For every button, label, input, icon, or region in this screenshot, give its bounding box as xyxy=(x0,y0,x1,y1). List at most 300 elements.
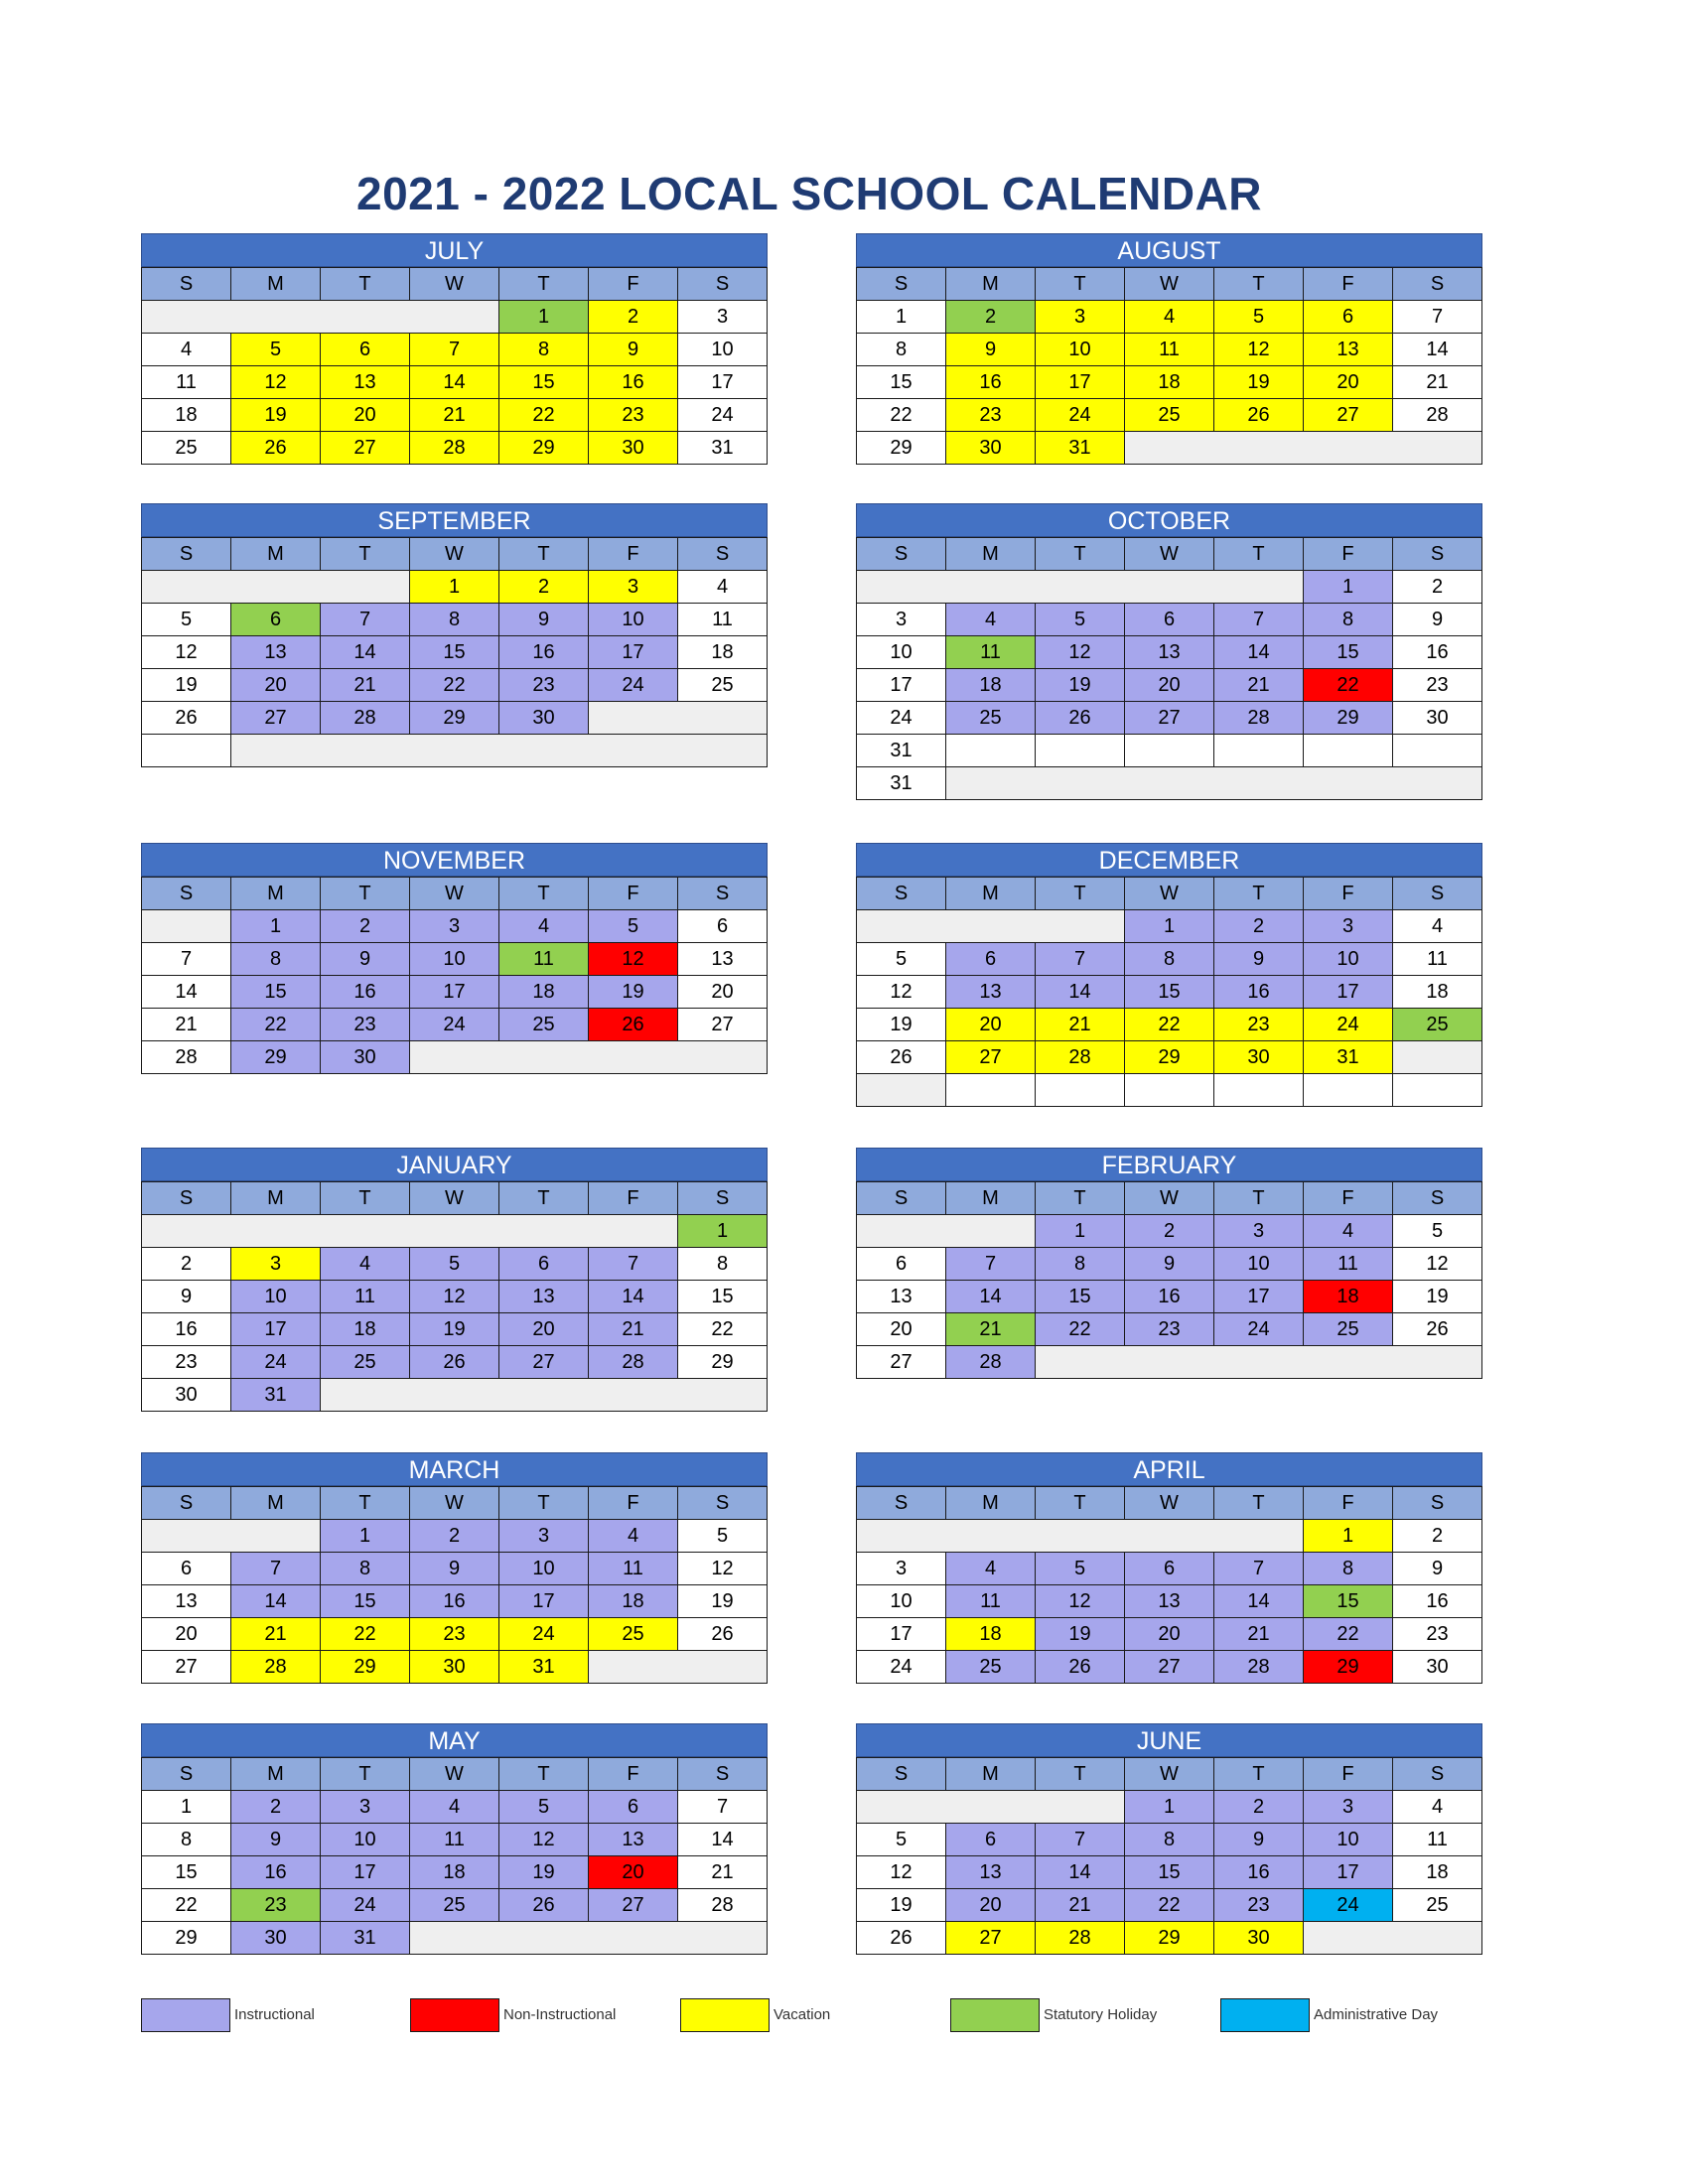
weekday-header: S xyxy=(1393,1182,1482,1215)
month-october xyxy=(856,503,1482,800)
week-row xyxy=(142,571,768,604)
legend-swatch xyxy=(410,1998,499,2032)
day-number: 16 xyxy=(1426,1589,1449,1612)
day-cell xyxy=(1304,1313,1393,1346)
day-number: 1 xyxy=(1163,1795,1176,1818)
blank-cell xyxy=(231,301,321,334)
day-number: 2 xyxy=(1431,575,1444,598)
weekday-header: T xyxy=(1214,268,1304,301)
day-number: 5 xyxy=(269,338,282,360)
day-cell xyxy=(499,1889,589,1922)
weekday-header: F xyxy=(1304,538,1393,571)
day-number: 3 xyxy=(627,575,639,598)
day-number: 27 xyxy=(175,1655,198,1678)
day-number: 27 xyxy=(353,436,376,459)
day-cell xyxy=(1214,366,1304,399)
day-cell xyxy=(1214,1889,1304,1922)
day-cell xyxy=(231,1651,321,1684)
day-cell xyxy=(678,334,768,366)
day-number: 10 xyxy=(711,338,734,360)
week-row xyxy=(857,1856,1482,1889)
empty-cell xyxy=(1125,1074,1214,1107)
weekday-header: W xyxy=(1125,1758,1214,1791)
day-cell xyxy=(946,399,1036,432)
weekday-header: S xyxy=(142,1758,231,1791)
day-number: 18 xyxy=(1426,980,1449,1003)
day-number: 16 xyxy=(1426,640,1449,663)
day-number: 18 xyxy=(532,980,555,1003)
month-august xyxy=(856,233,1482,465)
week-row xyxy=(857,1281,1482,1313)
weekday-header: W xyxy=(410,878,499,910)
blank-cell xyxy=(678,1379,768,1412)
blank-cell xyxy=(678,735,768,767)
week-row xyxy=(142,1651,768,1684)
day-number: 2 xyxy=(627,305,639,328)
week-row xyxy=(142,1856,768,1889)
legend xyxy=(141,1998,1531,2032)
day-cell xyxy=(1304,1041,1393,1074)
day-cell xyxy=(321,1651,410,1684)
empty-cell xyxy=(142,735,231,767)
weekday-header: S xyxy=(857,1758,946,1791)
day-cell xyxy=(321,604,410,636)
day-number: 14 xyxy=(622,1285,644,1307)
empty-cell xyxy=(1304,735,1393,767)
day-cell xyxy=(1393,1585,1482,1618)
day-number: 15 xyxy=(353,1589,376,1612)
day-number: 11 xyxy=(533,947,554,970)
blank-cell xyxy=(410,1041,499,1074)
month-table xyxy=(856,1757,1482,1955)
month-table xyxy=(856,267,1482,465)
day-cell xyxy=(1393,943,1482,976)
day-number: 9 xyxy=(627,338,639,360)
week-row xyxy=(857,1248,1482,1281)
day-number: 28 xyxy=(622,1350,644,1373)
day-cell xyxy=(589,1618,678,1651)
day-number: 29 xyxy=(175,1926,198,1949)
legend-swatch xyxy=(950,1998,1040,2032)
day-cell xyxy=(142,1346,231,1379)
day-number: 26 xyxy=(264,436,287,459)
day-cell xyxy=(1125,1041,1214,1074)
month-table xyxy=(141,1757,768,1955)
day-number: 14 xyxy=(353,640,376,663)
day-number: 6 xyxy=(1163,1557,1176,1579)
blank-cell xyxy=(1036,1346,1125,1379)
blank-cell xyxy=(946,910,1036,943)
blank-cell xyxy=(321,301,410,334)
day-cell xyxy=(142,669,231,702)
day-cell xyxy=(857,735,946,767)
day-number: 15 xyxy=(175,1860,198,1883)
day-cell xyxy=(321,669,410,702)
day-number: 5 xyxy=(895,1828,908,1850)
day-number: 26 xyxy=(1068,706,1091,729)
day-number: 25 xyxy=(1426,1013,1449,1035)
day-cell xyxy=(321,1856,410,1889)
week-row xyxy=(142,1618,768,1651)
day-number: 1 xyxy=(1073,1219,1086,1242)
month-title: JUNE xyxy=(856,1723,1482,1757)
day-number: 8 xyxy=(1163,1828,1176,1850)
day-cell xyxy=(1393,1889,1482,1922)
weekday-header: S xyxy=(857,268,946,301)
day-number: 9 xyxy=(358,947,371,970)
day-number: 9 xyxy=(537,608,550,630)
day-cell xyxy=(946,702,1036,735)
day-number: 8 xyxy=(180,1828,193,1850)
day-cell xyxy=(1393,1281,1482,1313)
day-number: 5 xyxy=(180,608,193,630)
day-cell xyxy=(410,976,499,1009)
week-row xyxy=(857,1553,1482,1585)
weekday-header: S xyxy=(857,878,946,910)
day-cell xyxy=(1036,702,1125,735)
day-cell xyxy=(410,1824,499,1856)
day-cell xyxy=(499,1281,589,1313)
day-number: 26 xyxy=(622,1013,644,1035)
day-cell xyxy=(589,943,678,976)
month-table xyxy=(141,1181,768,1412)
day-cell xyxy=(1304,334,1393,366)
blank-cell xyxy=(857,1215,946,1248)
day-number: 24 xyxy=(1247,1317,1270,1340)
day-number: 6 xyxy=(895,1252,908,1275)
day-cell xyxy=(499,669,589,702)
day-number: 21 xyxy=(1068,1013,1091,1035)
day-number: 11 xyxy=(1427,947,1448,970)
day-cell xyxy=(1304,943,1393,976)
day-number: 13 xyxy=(1336,338,1359,360)
day-number: 10 xyxy=(1247,1252,1270,1275)
day-cell xyxy=(857,1248,946,1281)
weekday-header: S xyxy=(857,538,946,571)
day-cell xyxy=(321,636,410,669)
day-number: 15 xyxy=(1336,640,1359,663)
day-number: 27 xyxy=(622,1893,644,1916)
day-number: 6 xyxy=(716,914,729,937)
day-cell xyxy=(1036,1009,1125,1041)
day-number: 27 xyxy=(711,1013,734,1035)
day-number: 21 xyxy=(175,1013,198,1035)
day-cell xyxy=(946,301,1036,334)
day-number: 18 xyxy=(353,1317,376,1340)
day-cell xyxy=(321,1281,410,1313)
day-number: 6 xyxy=(984,1828,997,1850)
day-number: 29 xyxy=(264,1045,287,1068)
day-cell xyxy=(321,399,410,432)
day-cell xyxy=(678,1248,768,1281)
day-cell xyxy=(1036,1585,1125,1618)
week-row xyxy=(142,735,768,767)
week-row xyxy=(142,910,768,943)
day-number: 3 xyxy=(537,1524,550,1547)
week-row xyxy=(142,1585,768,1618)
day-cell xyxy=(410,910,499,943)
day-cell xyxy=(1125,1618,1214,1651)
day-number: 22 xyxy=(890,403,913,426)
day-cell xyxy=(410,1553,499,1585)
day-number: 15 xyxy=(1158,980,1181,1003)
empty-cell xyxy=(1393,735,1482,767)
day-cell xyxy=(1036,334,1125,366)
day-number: 7 xyxy=(716,1795,729,1818)
day-number: 23 xyxy=(979,403,1002,426)
month-title: JULY xyxy=(141,233,768,267)
day-cell xyxy=(946,1041,1036,1074)
day-number: 5 xyxy=(627,914,639,937)
day-number: 22 xyxy=(711,1317,734,1340)
day-cell xyxy=(1214,1009,1304,1041)
day-number: 14 xyxy=(1247,640,1270,663)
blank-cell xyxy=(857,1520,946,1553)
day-cell xyxy=(857,1281,946,1313)
day-cell xyxy=(1304,571,1393,604)
weekday-header: M xyxy=(231,1758,321,1791)
weekday-header: T xyxy=(499,268,589,301)
day-number: 25 xyxy=(1426,1893,1449,1916)
day-cell xyxy=(231,1248,321,1281)
week-row xyxy=(857,1922,1482,1955)
day-number: 10 xyxy=(1336,947,1359,970)
day-cell xyxy=(499,604,589,636)
month-february xyxy=(856,1148,1482,1379)
day-number: 3 xyxy=(448,914,461,937)
month-june xyxy=(856,1723,1482,1955)
day-cell xyxy=(678,1791,768,1824)
day-number: 30 xyxy=(443,1655,466,1678)
blank-cell xyxy=(678,1041,768,1074)
month-table xyxy=(856,1486,1482,1684)
day-number: 6 xyxy=(537,1252,550,1275)
day-cell xyxy=(1214,702,1304,735)
weekday-header: F xyxy=(589,878,678,910)
day-cell xyxy=(231,1618,321,1651)
week-row xyxy=(857,1346,1482,1379)
empty-cell xyxy=(946,735,1036,767)
day-number: 31 xyxy=(264,1383,287,1406)
month-january xyxy=(141,1148,768,1412)
day-number: 31 xyxy=(1336,1045,1359,1068)
weekday-header: F xyxy=(1304,1182,1393,1215)
day-number: 2 xyxy=(180,1252,193,1275)
day-cell xyxy=(1304,1553,1393,1585)
day-number: 31 xyxy=(532,1655,555,1678)
day-number: 19 xyxy=(711,1589,734,1612)
day-number: 17 xyxy=(532,1589,555,1612)
day-number: 22 xyxy=(1158,1893,1181,1916)
day-cell xyxy=(499,1520,589,1553)
day-number: 8 xyxy=(895,338,908,360)
day-number: 17 xyxy=(353,1860,376,1883)
day-number: 31 xyxy=(1068,436,1091,459)
day-number: 10 xyxy=(353,1828,376,1850)
day-number: 26 xyxy=(443,1350,466,1373)
day-cell xyxy=(946,1281,1036,1313)
day-number: 15 xyxy=(1158,1860,1181,1883)
day-cell xyxy=(410,1618,499,1651)
blank-cell xyxy=(1036,1520,1125,1553)
day-cell xyxy=(678,976,768,1009)
day-number: 19 xyxy=(264,403,287,426)
day-number: 11 xyxy=(444,1828,465,1850)
day-cell xyxy=(857,943,946,976)
day-number: 3 xyxy=(269,1252,282,1275)
week-row xyxy=(142,604,768,636)
day-number: 13 xyxy=(175,1589,198,1612)
day-cell xyxy=(1393,976,1482,1009)
day-cell xyxy=(857,1889,946,1922)
day-number: 6 xyxy=(269,608,282,630)
day-cell xyxy=(1214,1618,1304,1651)
weekday-header: T xyxy=(1214,538,1304,571)
day-cell xyxy=(678,1313,768,1346)
day-number: 7 xyxy=(1073,1828,1086,1850)
weekday-header: S xyxy=(1393,538,1482,571)
day-number: 23 xyxy=(1247,1893,1270,1916)
day-number: 29 xyxy=(711,1350,734,1373)
day-cell xyxy=(1125,1553,1214,1585)
day-cell xyxy=(1214,1313,1304,1346)
day-number: 13 xyxy=(264,640,287,663)
day-number: 7 xyxy=(448,338,461,360)
week-row xyxy=(142,1889,768,1922)
day-number: 9 xyxy=(180,1285,193,1307)
month-table xyxy=(856,877,1482,1107)
month-table xyxy=(141,1486,768,1684)
day-cell xyxy=(678,669,768,702)
day-number: 3 xyxy=(716,305,729,328)
week-row xyxy=(857,366,1482,399)
weekday-row xyxy=(857,1487,1482,1520)
weekday-header: T xyxy=(321,878,410,910)
day-number: 10 xyxy=(622,608,644,630)
month-title: APRIL xyxy=(856,1452,1482,1486)
blank-cell xyxy=(1036,767,1125,800)
day-number: 10 xyxy=(443,947,466,970)
weekday-header: M xyxy=(231,1487,321,1520)
day-cell xyxy=(499,976,589,1009)
weekday-header: T xyxy=(1036,1758,1125,1791)
day-number: 3 xyxy=(1073,305,1086,328)
month-title: AUGUST xyxy=(856,233,1482,267)
day-cell xyxy=(1393,1215,1482,1248)
blank-cell xyxy=(231,1215,321,1248)
week-row xyxy=(857,571,1482,604)
day-cell xyxy=(1304,1618,1393,1651)
day-cell xyxy=(1214,1791,1304,1824)
day-cell xyxy=(678,366,768,399)
day-cell xyxy=(1304,910,1393,943)
blank-cell xyxy=(499,1215,589,1248)
week-row xyxy=(857,910,1482,943)
day-cell xyxy=(1125,301,1214,334)
day-number: 1 xyxy=(180,1795,193,1818)
day-cell xyxy=(1125,910,1214,943)
day-cell xyxy=(589,1009,678,1041)
week-row xyxy=(142,1041,768,1074)
day-number: 1 xyxy=(1341,1524,1354,1547)
day-cell xyxy=(499,432,589,465)
day-cell xyxy=(589,399,678,432)
day-number: 22 xyxy=(1068,1317,1091,1340)
day-cell xyxy=(857,1856,946,1889)
day-cell xyxy=(1393,301,1482,334)
day-cell xyxy=(678,1281,768,1313)
day-cell xyxy=(1214,669,1304,702)
day-cell xyxy=(142,1281,231,1313)
day-number: 16 xyxy=(979,370,1002,393)
day-cell xyxy=(231,669,321,702)
day-cell xyxy=(857,1313,946,1346)
day-cell xyxy=(1036,604,1125,636)
day-cell xyxy=(1214,399,1304,432)
week-row xyxy=(857,767,1482,800)
weekday-header: M xyxy=(231,538,321,571)
day-cell xyxy=(1304,1791,1393,1824)
day-cell xyxy=(946,334,1036,366)
day-cell xyxy=(142,636,231,669)
day-cell xyxy=(946,636,1036,669)
week-row xyxy=(142,366,768,399)
day-number: 13 xyxy=(532,1285,555,1307)
day-cell xyxy=(946,976,1036,1009)
day-number: 23 xyxy=(443,1622,466,1645)
day-number: 28 xyxy=(175,1045,198,1068)
day-cell xyxy=(1214,1041,1304,1074)
blank-cell xyxy=(1036,1791,1125,1824)
day-cell xyxy=(1304,1248,1393,1281)
day-cell xyxy=(231,1585,321,1618)
day-number: 8 xyxy=(358,1557,371,1579)
day-number: 20 xyxy=(890,1317,913,1340)
day-number: 6 xyxy=(984,947,997,970)
blank-cell xyxy=(1393,432,1482,465)
day-cell xyxy=(410,1651,499,1684)
day-cell xyxy=(231,334,321,366)
day-number: 26 xyxy=(711,1622,734,1645)
legend-swatch xyxy=(141,1998,230,2032)
day-cell xyxy=(1125,399,1214,432)
day-cell xyxy=(857,334,946,366)
week-row xyxy=(857,1651,1482,1684)
day-cell xyxy=(678,943,768,976)
day-number: 18 xyxy=(979,1622,1002,1645)
day-cell xyxy=(321,943,410,976)
day-cell xyxy=(946,604,1036,636)
day-number: 12 xyxy=(711,1557,734,1579)
day-number: 15 xyxy=(1336,1589,1359,1612)
day-number: 15 xyxy=(532,370,555,393)
day-number: 21 xyxy=(264,1622,287,1645)
day-number: 5 xyxy=(448,1252,461,1275)
week-row xyxy=(142,334,768,366)
day-number: 5 xyxy=(1431,1219,1444,1242)
weekday-header: F xyxy=(589,538,678,571)
weekday-header: W xyxy=(1125,1487,1214,1520)
blank-cell xyxy=(142,1520,231,1553)
day-number: 15 xyxy=(1068,1285,1091,1307)
blank-cell xyxy=(1304,767,1393,800)
day-cell xyxy=(589,1824,678,1856)
blank-cell xyxy=(589,735,678,767)
day-cell xyxy=(410,604,499,636)
weekday-header: F xyxy=(1304,1487,1393,1520)
day-cell xyxy=(589,1889,678,1922)
day-number: 21 xyxy=(979,1317,1002,1340)
